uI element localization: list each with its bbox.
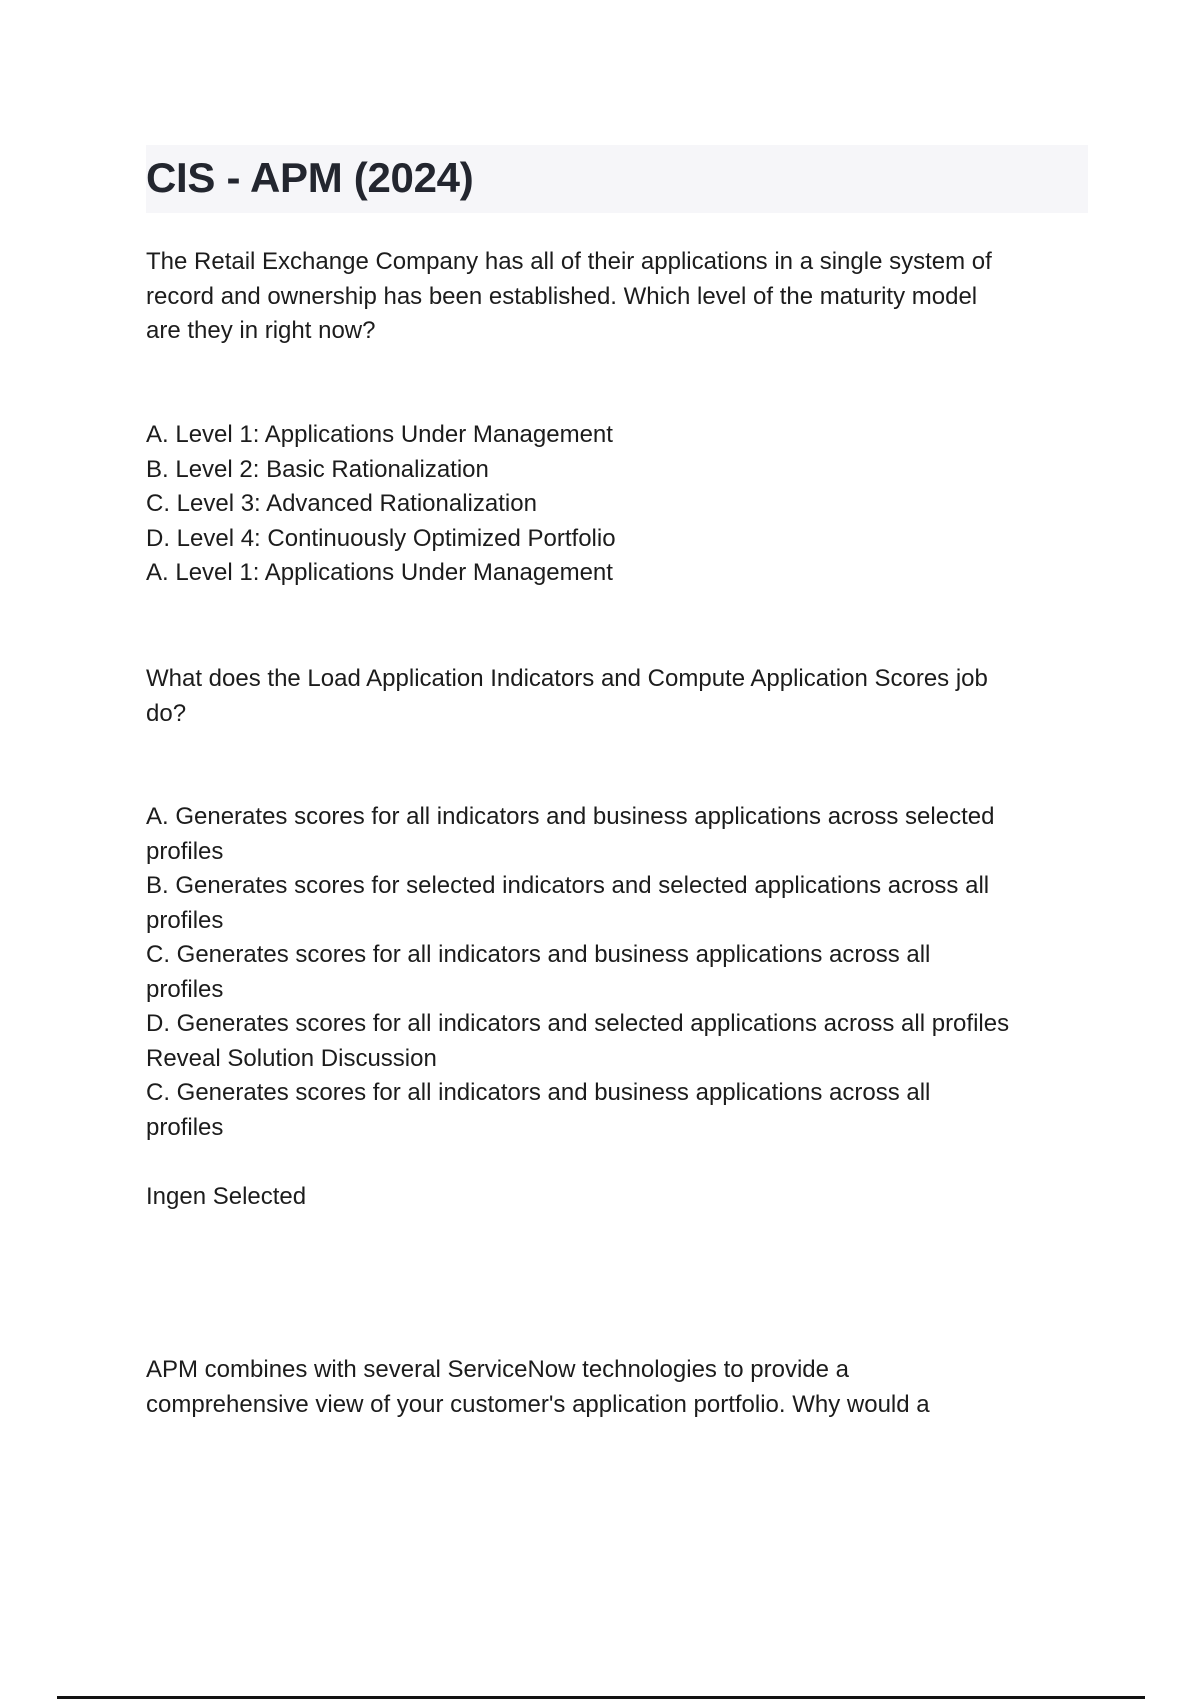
option-b-line: profiles bbox=[146, 906, 224, 934]
question-3-text bbox=[146, 1353, 1096, 1422]
option-d-line: D. Generates scores for all indicators and selected applications across all profiles bbox=[146, 1010, 1010, 1037]
question-line: The Retail Exchange Company has all of their applications in a single system of bbox=[146, 248, 992, 275]
reveal-solution-link[interactable]: Reveal Solution Discussion bbox=[146, 1044, 437, 1072]
option-b: B. Level 2: Basic Rationalization bbox=[146, 455, 489, 483]
answer: A. Level 1: Applications Under Management bbox=[146, 559, 613, 586]
option-b-line: B. Generates scores for selected indicators and selected applications across all bbox=[146, 872, 990, 899]
option-a: A. Level 1: Applications Under Management bbox=[146, 421, 613, 448]
option-c-line: C. Generates scores for all indicators and business applications across all bbox=[146, 941, 931, 968]
question-line: What does the Load Application Indicators and Compute Application Scores job bbox=[146, 665, 988, 692]
question-line: are they in right now? bbox=[146, 317, 376, 344]
selection-status bbox=[146, 1180, 1096, 1215]
page-bottom-divider bbox=[57, 1696, 1145, 1699]
question-line: APM combines with several ServiceNow technologies to provide a bbox=[146, 1356, 849, 1383]
option-c-line: profiles bbox=[146, 975, 224, 1003]
document-title: CIS - APM (2024) bbox=[146, 154, 474, 201]
option-d: D. Level 4: Continuously Optimized Portfolio bbox=[146, 524, 616, 552]
option-a-line: A. Generates scores for all indicators and business applications across selected bbox=[146, 803, 995, 830]
answer-line: C. Generates scores for all indicators and business applications across all bbox=[146, 1079, 931, 1106]
question-line: comprehensive view of your customer's application portfolio. Why would a bbox=[146, 1390, 930, 1418]
question-1-options bbox=[146, 418, 1096, 591]
answer-line: profiles bbox=[146, 1113, 224, 1141]
question-line: do? bbox=[146, 699, 187, 727]
question-line: record and ownership has been established. Which level of the maturity model bbox=[146, 282, 978, 310]
question-1-text bbox=[146, 245, 1096, 349]
option-c: C. Level 3: Advanced Rationalization bbox=[146, 490, 537, 517]
question-2-text bbox=[146, 662, 1096, 731]
selection-status-text: Ingen Selected bbox=[146, 1183, 307, 1210]
question-2-options bbox=[146, 800, 1096, 1145]
option-a-line: profiles bbox=[146, 837, 224, 865]
